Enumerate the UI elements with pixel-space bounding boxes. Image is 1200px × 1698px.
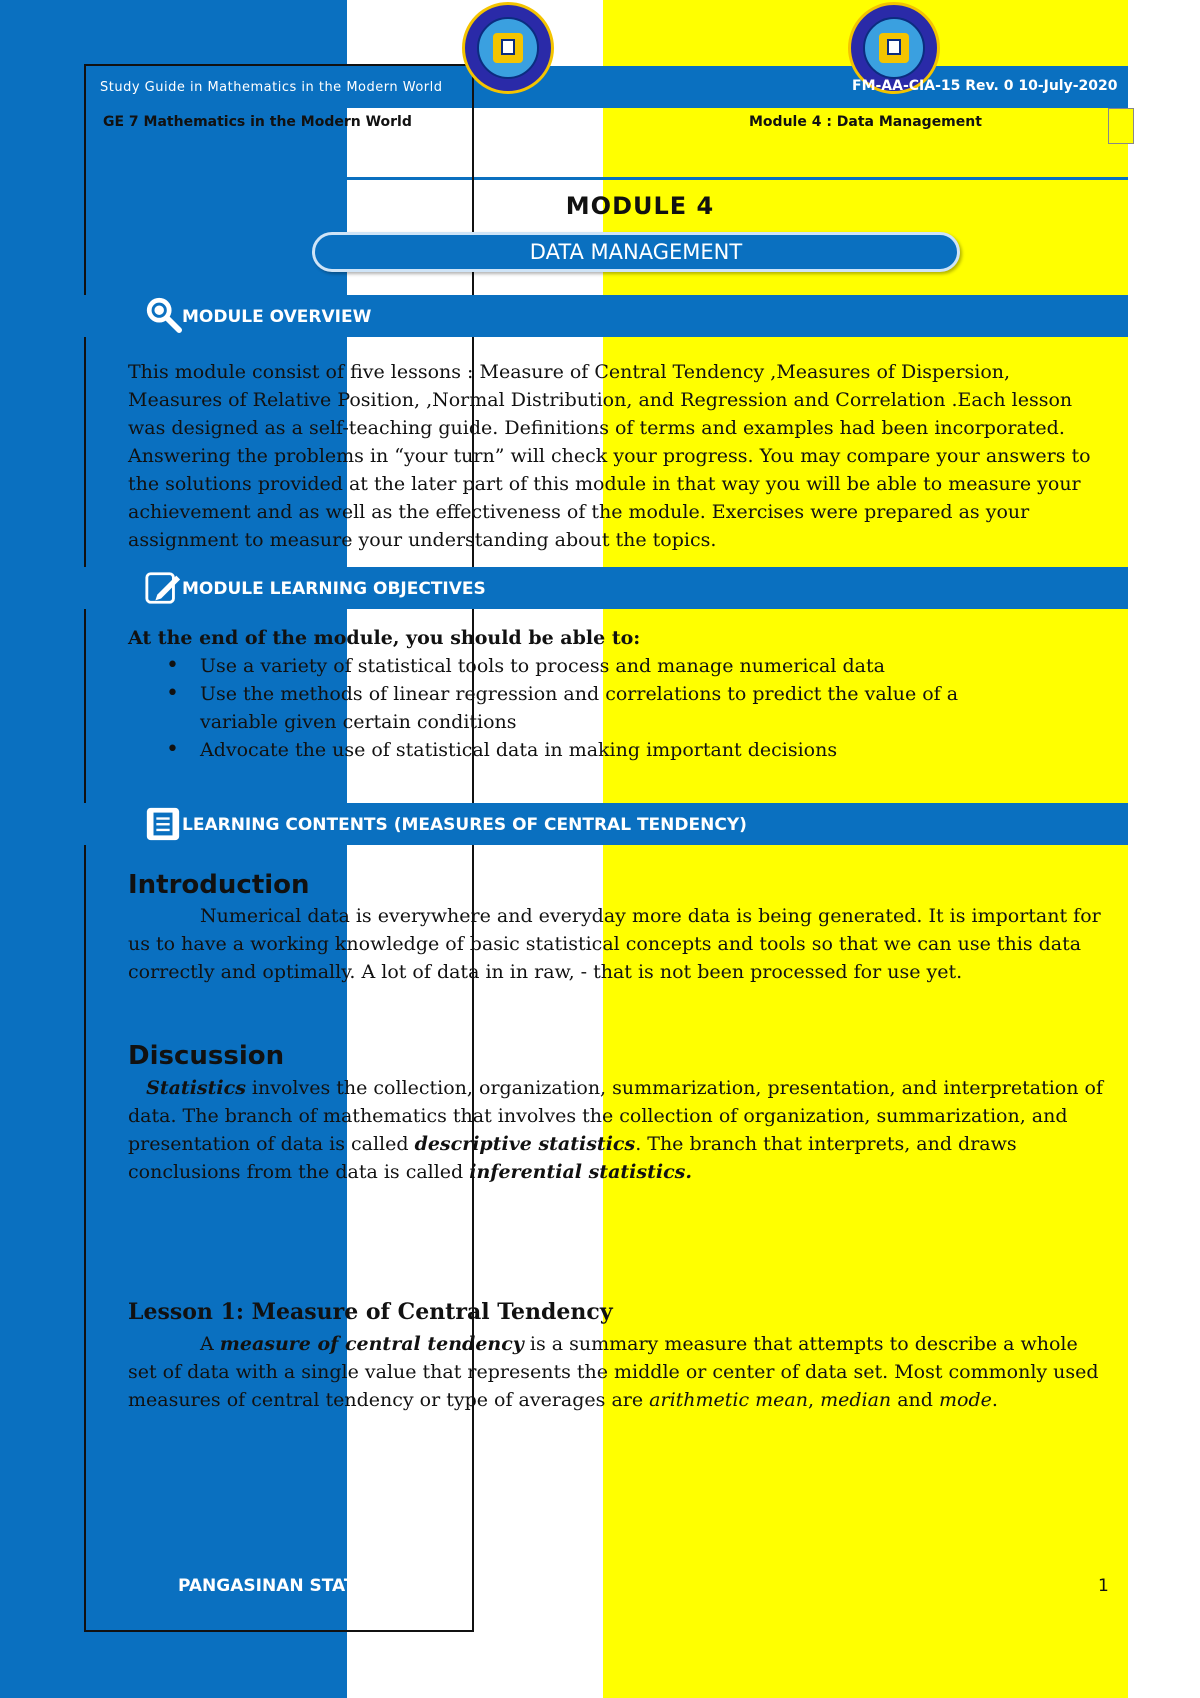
discussion-heading: Discussion	[128, 1041, 285, 1071]
objective-item: • Advocate the use of statistical data in making important decisions	[200, 736, 1108, 764]
lesson1-article: A	[200, 1333, 220, 1355]
introduction-heading: Introduction	[128, 870, 310, 900]
form-code: FM-AA-CIA-15 Rev. 0 10-July-2020	[852, 78, 1118, 94]
section-overview-band	[84, 295, 1128, 337]
overview-line: This module consist of five lessons : Measure of Central Tendency ,Measures of Dispersion,	[128, 361, 1011, 383]
term-mode: mode	[938, 1389, 992, 1411]
page-number: 1	[1098, 1576, 1109, 1596]
overview-line: Answering the problems in “your turn” will check your progress. You may compare your answers to	[128, 445, 1091, 467]
lesson1-end: .	[991, 1389, 998, 1411]
introduction-text: Numerical data is everywhere and everyday more data is being generated. It is important for us to have a working knowledge of basic statistical concepts and tools so that we can use this data correctly and optimally. A lot of data in in raw, - that is not been processed for use yet.	[128, 905, 1101, 983]
lesson1-and: and	[891, 1389, 939, 1411]
module-subject-pill: DATA MANAGEMENT	[312, 232, 960, 272]
objective-item: • Use a variety of statistical tools to process and manage numerical data	[200, 652, 1108, 680]
term-inferential-statistics: inferential statistics.	[469, 1161, 692, 1183]
term-measure-of-central-tendency: measure of central tendency	[219, 1333, 524, 1355]
objectives-list	[128, 652, 1108, 764]
overview-line: was designed as a self-teaching guide. Definitions of terms and examples had been incorporated.	[128, 417, 1065, 439]
course-title: GE 7 Mathematics in the Modern World	[103, 114, 412, 130]
study-guide-title: Study Guide in Mathematics in the Modern World	[100, 80, 443, 95]
introduction-paragraph	[128, 902, 1108, 986]
section-objectives-heading: MODULE LEARNING OBJECTIVES	[182, 579, 486, 599]
discussion-paragraph	[128, 1074, 1108, 1186]
lesson1-separator: ,	[808, 1389, 821, 1411]
section-objectives-band	[84, 567, 1128, 609]
overview-line: assignment to measure your understanding about the topics.	[128, 529, 717, 551]
objectives-intro: At the end of the module, you should be able to:	[128, 627, 641, 649]
overview-line: Measures of Relative Position, ,Normal Distribution, and Regression and Correlation .Each lesson	[128, 389, 1073, 411]
section-contents-band	[84, 803, 1128, 845]
section-contents-heading: LEARNING CONTENTS (MEASURES OF CENTRAL TENDENCY)	[182, 815, 747, 835]
term-statistics: Statistics	[146, 1077, 246, 1099]
module-reference: Module 4 : Data Management	[749, 114, 982, 130]
discussion-text-2: . The branch that interprets, and draws conclusions from the data is called	[128, 1133, 1017, 1183]
footer-institution: PANGASINAN STAT	[178, 1576, 356, 1596]
pencil-icon	[144, 569, 182, 607]
magnifier-icon	[144, 295, 182, 333]
overview-line: the solutions provided at the later part of this module in that way you will be able to measure your	[128, 473, 1081, 495]
header-yellow-box	[1108, 108, 1134, 144]
discussion-text-1: involves the collection, organization, summarization, presentation, and interpretation of data. The branch of mathematics that involves the collection of organization, summarization, and presentation of data is called	[128, 1077, 1103, 1155]
module-number-title: MODULE 4	[565, 192, 715, 220]
term-arithmetic-mean: arithmetic mean	[649, 1389, 808, 1411]
background-right-margin	[1128, 0, 1200, 1698]
university-seal-left	[462, 2, 554, 94]
term-median: median	[820, 1389, 892, 1411]
overview-paragraph	[128, 358, 1108, 554]
document-icon	[144, 805, 182, 843]
lesson1-paragraph	[128, 1330, 1108, 1414]
lesson1-heading: Lesson 1: Measure of Central Tendency	[128, 1299, 613, 1325]
term-descriptive-statistics: descriptive statistics	[414, 1133, 636, 1155]
overview-line: achievement and as well as the effectiveness of the module. Exercises were prepared as your	[128, 501, 1030, 523]
objectives-block	[128, 624, 1108, 764]
objective-item: • Use the methods of linear regression and correlations to predict the value of a variable given certain conditions	[200, 680, 1040, 736]
section-overview-heading: MODULE OVERVIEW	[182, 307, 372, 327]
lesson1-text: is a summary measure that attempts to describe a whole set of data with a single value that represents the middle or center of data set. Most commonly used measures of central tendency or type of averages are	[128, 1333, 1099, 1411]
